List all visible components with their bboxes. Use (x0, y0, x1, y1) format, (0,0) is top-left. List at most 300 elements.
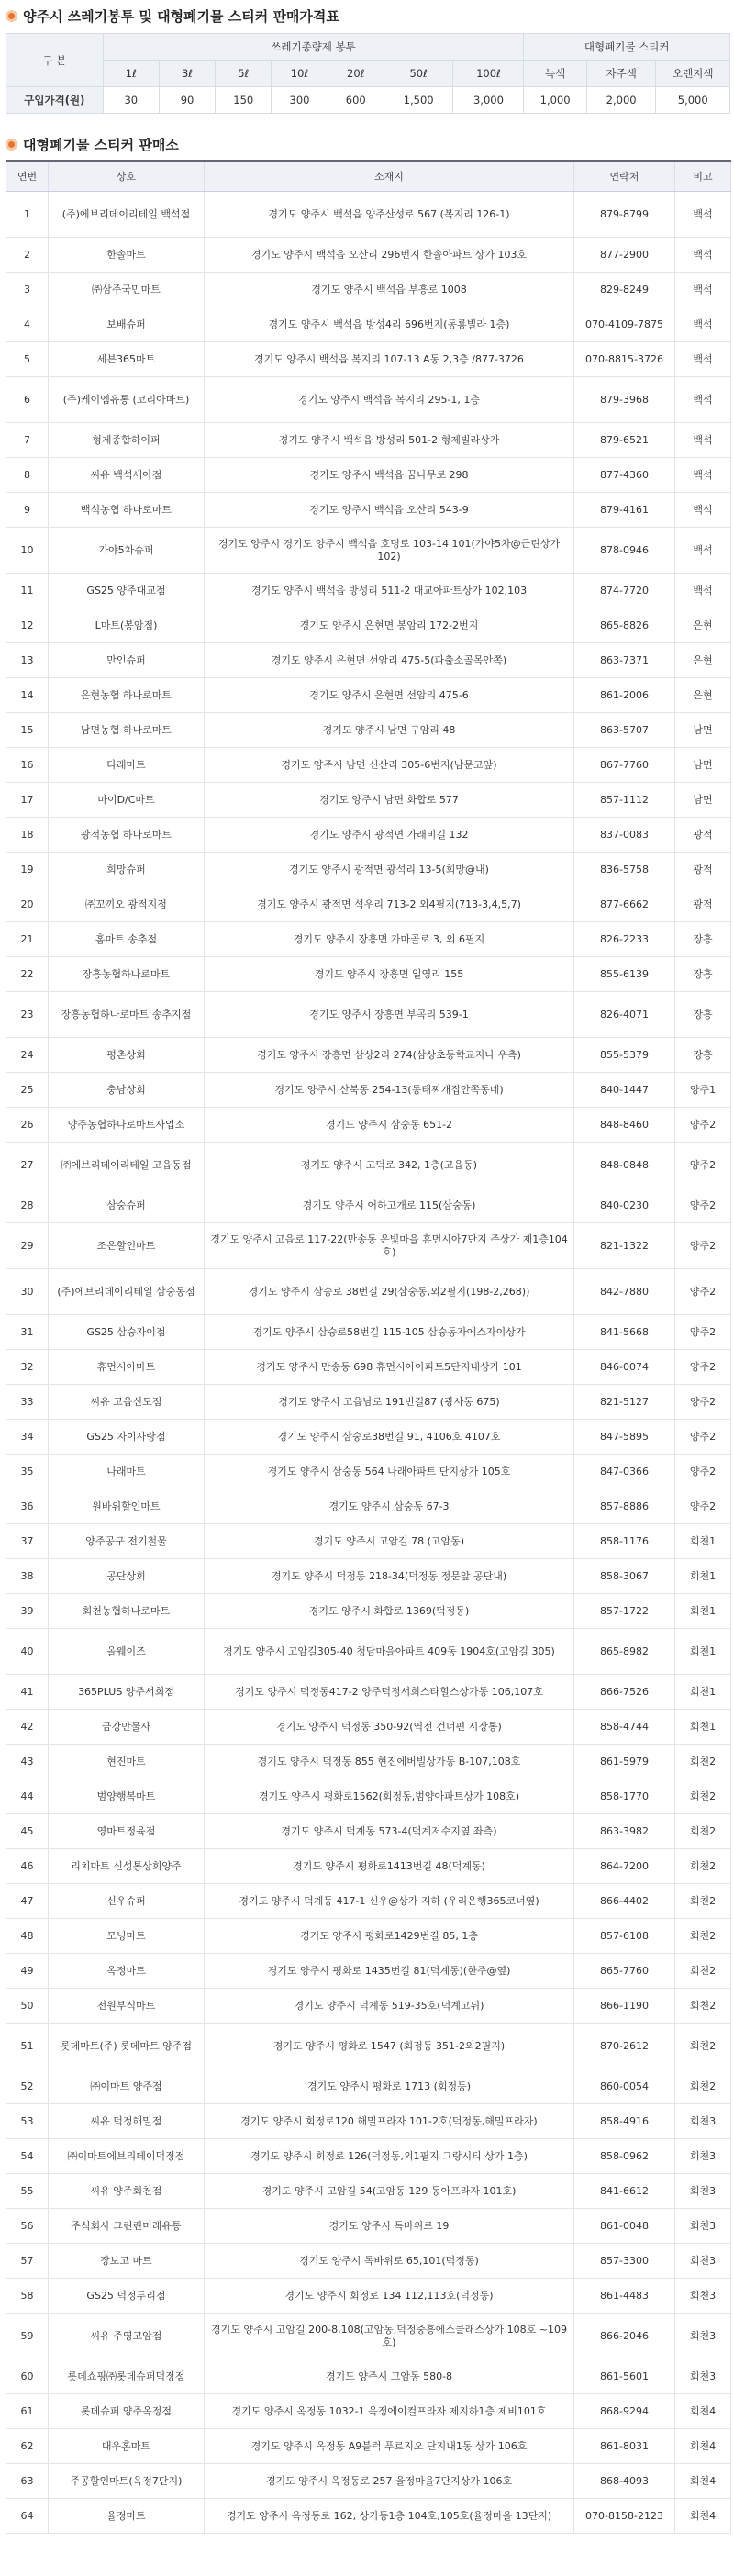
row-store-name: ㈜삼주국민마트 (49, 273, 205, 307)
row-address: 경기도 양주시 장흥면 일영리 155 (205, 957, 574, 992)
row-store-name: 원바위할인마트 (49, 1489, 205, 1524)
row-store-name: 회천농협하나로마트 (49, 1594, 205, 1629)
row-note: 회천4 (675, 2429, 731, 2464)
row-no: 54 (6, 2139, 49, 2174)
row-phone: 840-0230 (574, 1188, 675, 1223)
row-no: 11 (6, 574, 49, 608)
table-row (6, 643, 731, 678)
row-phone: 858-0962 (574, 2139, 675, 2174)
row-phone: 877-4360 (574, 458, 675, 493)
row-store-name: GS25 삼숭자이점 (49, 1315, 205, 1350)
row-no: 52 (6, 2069, 49, 2104)
row-address: 경기도 양주시 장흥면 부곡리 539-1 (205, 992, 574, 1038)
sticker-color: 자주색 (586, 61, 656, 87)
row-note: 백석 (675, 458, 731, 493)
row-no: 16 (6, 748, 49, 783)
row-address: 경기도 양주시 장흥면 삼상2리 274(삼상초등학교지나 우측) (205, 1038, 574, 1073)
row-no: 18 (6, 818, 49, 853)
row-note: 광적 (675, 887, 731, 922)
row-phone: 866-4402 (574, 1884, 675, 1919)
row-note: 회천2 (675, 2024, 731, 2069)
row-phone: 821-1322 (574, 1223, 675, 1269)
row-no: 57 (6, 2244, 49, 2279)
row-note: 회천1 (675, 1559, 731, 1594)
row-note: 양주2 (675, 1315, 731, 1350)
row-address: 경기도 양주시 옥정동 A9블럭 푸르지오 단지내1동 상가 106호 (205, 2429, 574, 2464)
row-no: 5 (6, 342, 49, 377)
row-note: 장흥 (675, 992, 731, 1038)
table-row (6, 678, 731, 713)
row-address: 경기도 양주시 옥정동 1032-1 옥정에이컬프라자 제지하1층 제비101호 (205, 2394, 574, 2429)
row-note: 장흥 (675, 922, 731, 957)
row-store-name: 리치마트 신성통상회양주 (49, 1849, 205, 1884)
row-phone: 846-0074 (574, 1350, 675, 1385)
row-phone: 070-8815-3726 (574, 342, 675, 377)
table-row (6, 1919, 731, 1954)
row-store-name: 광적농협 하나로마트 (49, 818, 205, 853)
price-value: 30 (103, 87, 159, 114)
row-phone: 847-0366 (574, 1455, 675, 1489)
row-store-name: ㈜꼬끼오 광적지점 (49, 887, 205, 922)
row-phone: 870-2612 (574, 2024, 675, 2069)
row-store-name: 삼숭슈퍼 (49, 1188, 205, 1223)
row-store-name: 충남상회 (49, 1073, 205, 1108)
row-phone: 861-8031 (574, 2429, 675, 2464)
row-address: 경기도 양주시 고읍로 117-22(만송동 은빛마을 휴먼시아7단지 주상가 제1층104호) (205, 1223, 574, 1269)
row-note: 광적 (675, 853, 731, 887)
row-note: 남면 (675, 783, 731, 818)
row-store-name: 양주농협하나로마트사업소 (49, 1108, 205, 1143)
row-store-name: 씨유 백석세아점 (49, 458, 205, 493)
row-phone: 865-7760 (574, 1954, 675, 1989)
row-store-name: 주식회사 그린린미래유통 (49, 2209, 205, 2244)
row-address: 경기도 양주시 만송동 698 휴먼시아아파트5단지내상가 101 (205, 1350, 574, 1385)
row-store-name: (주)에브리데이리테일 삼숭동점 (49, 1269, 205, 1315)
row-address: 경기도 양주시 고암길 200-8,108(고암동,덕정중흥에스클래스상가 108호 ~109호) (205, 2314, 574, 2359)
row-no: 19 (6, 853, 49, 887)
row-no: 9 (6, 493, 49, 528)
row-phone: 879-6521 (574, 423, 675, 458)
row-no: 46 (6, 1849, 49, 1884)
table-row (6, 493, 731, 528)
row-no: 28 (6, 1188, 49, 1223)
price-value: 1,000 (524, 87, 586, 114)
table-row (6, 1954, 731, 1989)
table-row (6, 2069, 731, 2104)
row-no: 12 (6, 608, 49, 643)
row-no: 33 (6, 1385, 49, 1420)
table-row (6, 2314, 731, 2359)
row-phone: 877-6662 (574, 887, 675, 922)
row-note: 양주2 (675, 1420, 731, 1455)
row-phone: 861-2006 (574, 678, 675, 713)
row-address: 경기도 양주시 평화로 1713 (회정동) (205, 2069, 574, 2104)
row-store-name: 한솔마트 (49, 238, 205, 273)
row-address: 경기도 양주시 백석읍 복지리 295-1, 1층 (205, 377, 574, 423)
row-no: 30 (6, 1269, 49, 1315)
col-name: 상호 (49, 161, 205, 192)
row-no: 47 (6, 1884, 49, 1919)
row-address: 경기도 양주시 은현면 선암리 475-6 (205, 678, 574, 713)
row-address: 경기도 양주시 고암길305-40 청담마을아파트 409동 1904호(고암길 305) (205, 1629, 574, 1675)
row-phone: 826-4071 (574, 992, 675, 1038)
row-store-name: ㈜에브리데이리테일 고읍동점 (49, 1143, 205, 1188)
bag-size: 1ℓ (103, 61, 159, 87)
row-store-name: 공단상회 (49, 1559, 205, 1594)
row-address: 경기도 양주시 덕정동 855 현진에버빌상가동 B-107,108호 (205, 1745, 574, 1779)
row-no: 56 (6, 2209, 49, 2244)
row-address: 경기도 양주시 화합로 1369(덕정동) (205, 1594, 574, 1629)
table-row (6, 1188, 731, 1223)
row-no: 64 (6, 2499, 49, 2534)
row-address: 경기도 양주시 삼숭동 564 나래아파트 단지상가 105호 (205, 1455, 574, 1489)
row-store-name: 올웨이즈 (49, 1629, 205, 1675)
row-store-name: 전원부식마트 (49, 1989, 205, 2024)
row-address: 경기도 양주시 평화로1429번길 85, 1층 (205, 1919, 574, 1954)
table-row (6, 748, 731, 783)
row-note: 회천4 (675, 2464, 731, 2499)
row-store-name: 세븐365마트 (49, 342, 205, 377)
row-store-name: GS25 양주대교점 (49, 574, 205, 608)
row-no: 31 (6, 1315, 49, 1350)
row-note: 장흥 (675, 957, 731, 992)
table-row (6, 1269, 731, 1315)
row-phone: 858-1770 (574, 1779, 675, 1814)
row-note: 백석 (675, 377, 731, 423)
row-store-name: 옥정마트 (49, 1954, 205, 1989)
row-address: 경기도 양주시 삼숭동 651-2 (205, 1108, 574, 1143)
row-phone: 857-3300 (574, 2244, 675, 2279)
row-no: 1 (6, 192, 49, 238)
row-note: 회천2 (675, 1954, 731, 1989)
col-no: 연번 (6, 161, 49, 192)
row-no: 4 (6, 307, 49, 342)
row-phone: 821-5127 (574, 1385, 675, 1420)
sticker-color: 녹색 (524, 61, 586, 87)
row-no: 27 (6, 1143, 49, 1188)
table-row (6, 1315, 731, 1350)
row-note: 남면 (675, 713, 731, 748)
row-store-name: 365PLUS 양주서희점 (49, 1675, 205, 1710)
row-note: 광적 (675, 818, 731, 853)
row-store-name: 롯데마트(주) 롯데마트 양주점 (49, 2024, 205, 2069)
seller-table (6, 160, 731, 2534)
row-no: 59 (6, 2314, 49, 2359)
row-phone: 841-6612 (574, 2174, 675, 2209)
bag-size: 5ℓ (216, 61, 272, 87)
row-no: 50 (6, 1989, 49, 2024)
row-phone: 865-8826 (574, 608, 675, 643)
row-store-name: 범양행복마트 (49, 1779, 205, 1814)
row-note: 백석 (675, 493, 731, 528)
row-store-name: ㈜이마트에브리데이덕정점 (49, 2139, 205, 2174)
row-store-name: 희망슈퍼 (49, 853, 205, 887)
row-address: 경기도 양주시 덕계동 417-1 신우@상가 지하 (우리은행365코너옆) (205, 1884, 574, 1919)
row-no: 62 (6, 2429, 49, 2464)
row-no: 37 (6, 1524, 49, 1559)
price-value: 2,000 (586, 87, 656, 114)
row-store-name: 가야5차슈퍼 (49, 528, 205, 574)
row-note: 회천1 (675, 1710, 731, 1745)
row-store-name: L마트(봉암점) (49, 608, 205, 643)
col-address: 소재지 (205, 161, 574, 192)
row-phone: 867-7760 (574, 748, 675, 783)
row-address: 경기도 양주시 덕정동 218-34(덕정동 정문앞 공단내) (205, 1559, 574, 1594)
table-row (6, 192, 731, 238)
table-row (6, 1559, 731, 1594)
price-value: 5,000 (656, 87, 730, 114)
row-note: 회천1 (675, 1594, 731, 1629)
row-store-name: 씨유 고읍신도점 (49, 1385, 205, 1420)
price-table (6, 33, 730, 114)
row-note: 백석 (675, 342, 731, 377)
row-address: 경기도 양주시 남면 구암리 48 (205, 713, 574, 748)
row-note: 백석 (675, 238, 731, 273)
row-store-name: 나래마트 (49, 1455, 205, 1489)
price-value: 600 (328, 87, 384, 114)
table-row (6, 2464, 731, 2499)
row-store-name: 백석농협 하나로마트 (49, 493, 205, 528)
price-subheader-row (6, 61, 730, 87)
row-no: 10 (6, 528, 49, 574)
table-row (6, 1675, 731, 1710)
row-phone: 847-5895 (574, 1420, 675, 1455)
row-note: 회천2 (675, 1919, 731, 1954)
row-store-name: 모닝마트 (49, 1919, 205, 1954)
row-store-name: 홈마트 송추점 (49, 922, 205, 957)
row-store-name: 보배슈퍼 (49, 307, 205, 342)
table-row (6, 2104, 731, 2139)
row-address: 경기도 양주시 삼숭로 38번길 29(삼숭동,외2필지(198-2,268)) (205, 1269, 574, 1315)
row-phone: 840-1447 (574, 1073, 675, 1108)
row-address: 경기도 양주시 백석읍 오산리 296번지 한솔아파트 상가 103호 (205, 238, 574, 273)
row-store-name: 금강만물사 (49, 1710, 205, 1745)
row-note: 회천3 (675, 2104, 731, 2139)
row-address: 경기도 양주시 산북동 254-13(동태찌개집안쪽동네) (205, 1073, 574, 1108)
row-no: 42 (6, 1710, 49, 1745)
table-row (6, 2024, 731, 2069)
row-store-name: ㈜이마트 양주점 (49, 2069, 205, 2104)
row-phone: 866-2046 (574, 2314, 675, 2359)
row-no: 3 (6, 273, 49, 307)
row-phone: 070-4109-7875 (574, 307, 675, 342)
table-row (6, 2139, 731, 2174)
table-row (6, 1385, 731, 1420)
row-address: 경기도 양주시 은현면 선암리 475-5(파출소골목안쪽) (205, 643, 574, 678)
row-note: 회천1 (675, 1629, 731, 1675)
row-address: 경기도 양주시 백석읍 방성4리 696번지(동룡빌라 1층) (205, 307, 574, 342)
row-note: 양주2 (675, 1143, 731, 1188)
row-phone: 826-2233 (574, 922, 675, 957)
row-store-name: 씨유 주영고암점 (49, 2314, 205, 2359)
price-value: 300 (272, 87, 328, 114)
price-value: 90 (159, 87, 215, 114)
section-bullet-icon (6, 139, 17, 151)
row-address: 경기도 양주시 삼숭로58번길 115-105 삼숭동자에스자이상가 (205, 1315, 574, 1350)
table-row (6, 2359, 731, 2394)
row-phone: 857-1722 (574, 1594, 675, 1629)
row-address: 경기도 양주시 광적면 석우리 713-2 외4필지(713-3,4,5,7) (205, 887, 574, 922)
row-address: 경기도 양주시 고덕로 342, 1층(고읍동) (205, 1143, 574, 1188)
row-phone: 848-0848 (574, 1143, 675, 1188)
row-phone: 861-0048 (574, 2209, 675, 2244)
row-address: 경기도 양주시 백석읍 복지리 107-13 A동 2,3층 /877-3726 (205, 342, 574, 377)
row-phone: 858-3067 (574, 1559, 675, 1594)
row-note: 양주2 (675, 1108, 731, 1143)
table-row (6, 783, 731, 818)
table-row (6, 1108, 731, 1143)
table-row (6, 2244, 731, 2279)
bag-size: 3ℓ (159, 61, 215, 87)
row-phone: 865-8982 (574, 1629, 675, 1675)
row-note: 회천3 (675, 2139, 731, 2174)
row-store-name: 주공할인마트(옥정7단지) (49, 2464, 205, 2499)
price-value: 150 (216, 87, 272, 114)
row-phone: 848-8460 (574, 1108, 675, 1143)
bag-size: 100ℓ (453, 61, 524, 87)
row-no: 48 (6, 1919, 49, 1954)
row-phone: 857-6108 (574, 1919, 675, 1954)
row-store-name: 형제종합하이퍼 (49, 423, 205, 458)
row-store-name: 남면농협 하나로마트 (49, 713, 205, 748)
row-phone: 855-6139 (574, 957, 675, 992)
seller-section-title-text: 대형폐기물 스티커 판매소 (23, 136, 179, 153)
row-address: 경기도 양주시 평화로 1547 (회정동 351-2외2필지) (205, 2024, 574, 2069)
row-note: 백석 (675, 307, 731, 342)
row-store-name: GS25 자이사랑점 (49, 1420, 205, 1455)
table-row (6, 423, 731, 458)
row-note: 은현 (675, 643, 731, 678)
table-row (6, 1594, 731, 1629)
row-phone: 877-2900 (574, 238, 675, 273)
row-store-name: 씨유 양주회천점 (49, 2174, 205, 2209)
row-store-name: (주)케이엠유통 (코리아마트) (49, 377, 205, 423)
row-store-name: 장보고 마트 (49, 2244, 205, 2279)
row-note: 회천3 (675, 2244, 731, 2279)
row-store-name: 은현농협 하나로마트 (49, 678, 205, 713)
row-note: 회천2 (675, 1814, 731, 1849)
row-store-name: 롯데쇼핑㈜롯데슈퍼덕정점 (49, 2359, 205, 2394)
row-no: 38 (6, 1559, 49, 1594)
table-row (6, 853, 731, 887)
row-address: 경기도 양주시 은현면 봉암리 172-2번지 (205, 608, 574, 643)
row-note: 양주2 (675, 1269, 731, 1315)
row-store-name: 대우홈마트 (49, 2429, 205, 2464)
row-address: 경기도 양주시 덕정동 350-92(역전 건너편 시장통) (205, 1710, 574, 1745)
row-address: 경기도 양주시 광적면 광석리 13-5(희망@내) (205, 853, 574, 887)
row-phone: 855-5379 (574, 1038, 675, 1073)
row-address: 경기도 양주시 덕계동 519-35호(덕계고뒤) (205, 1989, 574, 2024)
row-note: 회천3 (675, 2359, 731, 2394)
row-no: 32 (6, 1350, 49, 1385)
row-note: 양주2 (675, 1455, 731, 1489)
row-phone: 879-4161 (574, 493, 675, 528)
row-note: 회천3 (675, 2174, 731, 2209)
table-row (6, 1420, 731, 1455)
row-note: 백석 (675, 273, 731, 307)
table-row (6, 1073, 731, 1108)
row-address: 경기도 양주시 경기도 양주시 백석읍 호명로 103-14 101(가야5차@근린상가 102) (205, 528, 574, 574)
row-store-name: 현진마트 (49, 1745, 205, 1779)
row-no: 15 (6, 713, 49, 748)
price-row-label: 구입가격(원) (6, 87, 104, 114)
row-phone: 857-8886 (574, 1489, 675, 1524)
table-row (6, 574, 731, 608)
table-row (6, 713, 731, 748)
row-address: 경기도 양주시 평화로1562(회정동,범양아파트상가 108호) (205, 1779, 574, 1814)
row-note: 회천3 (675, 2314, 731, 2359)
table-row (6, 307, 731, 342)
price-header-row (6, 34, 730, 61)
row-note: 백석 (675, 192, 731, 238)
row-note: 회천2 (675, 1745, 731, 1779)
table-row (6, 2279, 731, 2314)
row-phone: 860-0054 (574, 2069, 675, 2104)
row-note: 회천2 (675, 1849, 731, 1884)
row-no: 39 (6, 1594, 49, 1629)
table-row (6, 1849, 731, 1884)
row-note: 양주2 (675, 1489, 731, 1524)
table-row (6, 922, 731, 957)
row-no: 55 (6, 2174, 49, 2209)
row-store-name: (주)에브리데이리테일 백석점 (49, 192, 205, 238)
row-address: 경기도 양주시 백석읍 양주산성로 567 (복지리 126-1) (205, 192, 574, 238)
row-no: 49 (6, 1954, 49, 1989)
row-no: 17 (6, 783, 49, 818)
row-phone: 874-7720 (574, 574, 675, 608)
col-note: 비고 (675, 161, 731, 192)
row-phone: 857-1112 (574, 783, 675, 818)
row-phone: 861-5601 (574, 2359, 675, 2394)
table-row (6, 458, 731, 493)
row-address: 경기도 양주시 삼숭동 67-3 (205, 1489, 574, 1524)
sticker-color: 오렌지색 (656, 61, 730, 87)
row-address: 경기도 양주시 장흥면 가마골로 3, 외 6필지 (205, 922, 574, 957)
table-row (6, 2394, 731, 2429)
row-no: 34 (6, 1420, 49, 1455)
row-note: 회천3 (675, 2279, 731, 2314)
row-note: 회천4 (675, 2394, 731, 2429)
row-address: 경기도 양주시 독바위로 19 (205, 2209, 574, 2244)
row-phone: 861-4483 (574, 2279, 675, 2314)
row-address: 경기도 양주시 백석읍 부흥로 1008 (205, 273, 574, 307)
table-row (6, 1779, 731, 1814)
row-no: 2 (6, 238, 49, 273)
row-note: 회천2 (675, 1884, 731, 1919)
row-no: 40 (6, 1629, 49, 1675)
row-no: 36 (6, 1489, 49, 1524)
row-phone: 837-0083 (574, 818, 675, 853)
row-store-name: GS25 덕정두리점 (49, 2279, 205, 2314)
table-row (6, 1745, 731, 1779)
table-row (6, 1489, 731, 1524)
row-store-name: 영마트정육점 (49, 1814, 205, 1849)
table-row (6, 2209, 731, 2244)
table-row (6, 342, 731, 377)
table-row (6, 1455, 731, 1489)
table-row (6, 608, 731, 643)
row-no: 45 (6, 1814, 49, 1849)
row-no: 6 (6, 377, 49, 423)
row-store-name: 다래마트 (49, 748, 205, 783)
table-row (6, 2429, 731, 2464)
row-store-name: 장흥농협하나로마트 송추지점 (49, 992, 205, 1038)
price-section-title-text: 양주시 쓰레기봉투 및 대형폐기물 스티커 판매가격표 (23, 7, 339, 25)
table-row (6, 887, 731, 922)
col-gubun: 구 분 (6, 34, 104, 87)
row-address: 경기도 양주시 회정로120 해밀프라자 101-2호(덕정동,해밀프라자) (205, 2104, 574, 2139)
row-address: 경기도 양주시 고암동 580-8 (205, 2359, 574, 2394)
